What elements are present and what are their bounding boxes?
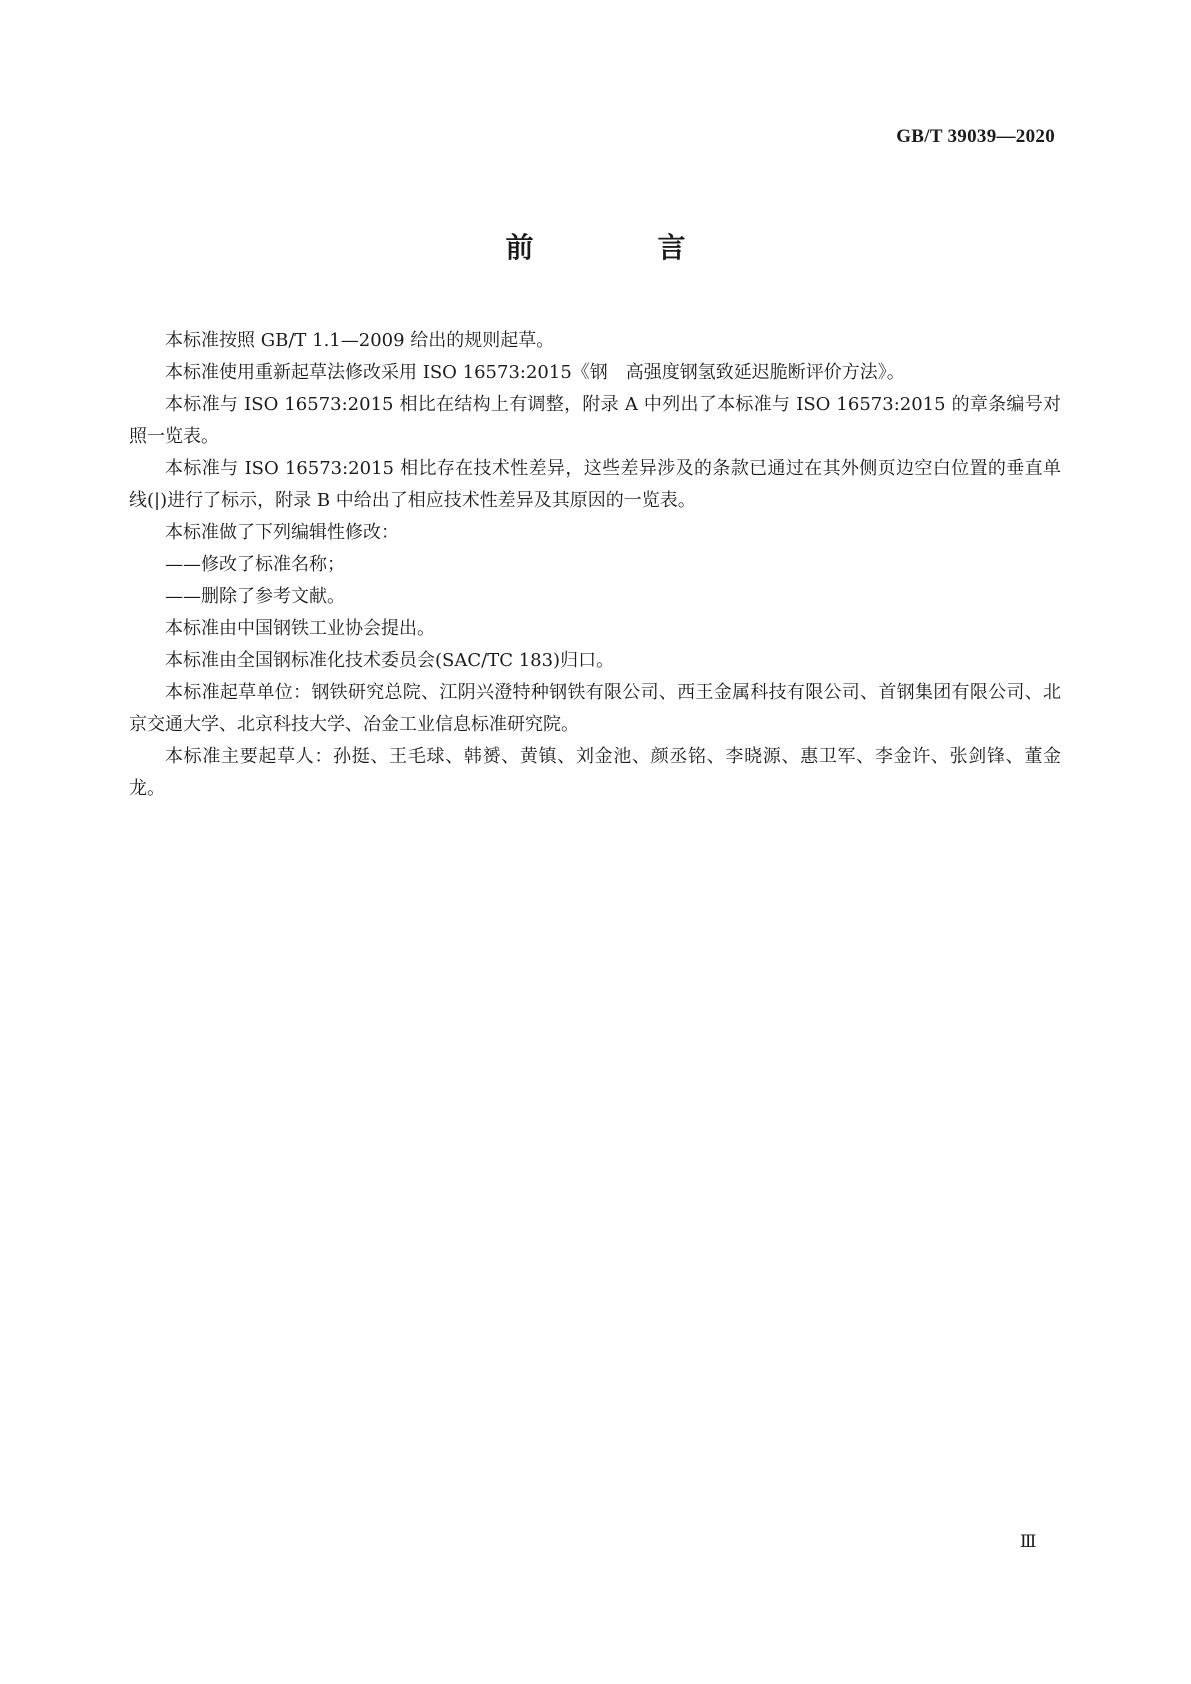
page-number: Ⅲ (1020, 1532, 1037, 1551)
standard-code: GB/T 39039—2020 (896, 126, 1055, 147)
page-title: 前 言 (505, 231, 734, 264)
paragraph-proposer: 本标准由中国钢铁工业协会提出。 (165, 618, 435, 639)
paragraph-structure: 本标准与 ISO 16573:2015 相比在结构上有调整，附录 A 中列出了本标准与 ISO 16573:2015 的章条编号对照一览表。 (129, 394, 1061, 447)
paragraph-committee: 本标准由全国钢标准化技术委员会(SAC/TC 183)归口。 (165, 650, 615, 671)
paragraph-drafting-units: 本标准起草单位：钢铁研究总院、江阴兴澄特种钢铁有限公司、西王金属科技有限公司、首钢集团有限公司、北京交通大学、北京科技大学、冶金工业信息标准研究院。 (129, 682, 1061, 735)
paragraph-drafters: 本标准主要起草人：孙挺、王毛球、韩赟、黄镇、刘金池、颜丞铭、李晓源、惠卫军、李金许、张剑锋、董金龙。 (129, 746, 1061, 799)
foreword-body (129, 325, 1061, 805)
paragraph-editorial-intro: 本标准做了下列编辑性修改： (165, 522, 399, 543)
paragraph-technical-differences: 本标准与 ISO 16573:2015 相比存在技术性差异，这些差异涉及的条款已通过在其外侧页边空白位置的垂直单线(|)进行了标示，附录 B 中给出了相应技术性差异及其原因的一览表。 (129, 458, 1061, 511)
paragraph-drafting-rules: 本标准按照 GB/T 1.1—2009 给出的规则起草。 (165, 330, 555, 351)
list-item-remove-references: ——删除了参考文献。 (165, 586, 345, 607)
list-item-rename: ——修改了标准名称； (165, 554, 345, 575)
paragraph-adoption: 本标准使用重新起草法修改采用 ISO 16573:2015《钢 高强度钢氢致延迟脆断评价方法》。 (165, 362, 905, 383)
